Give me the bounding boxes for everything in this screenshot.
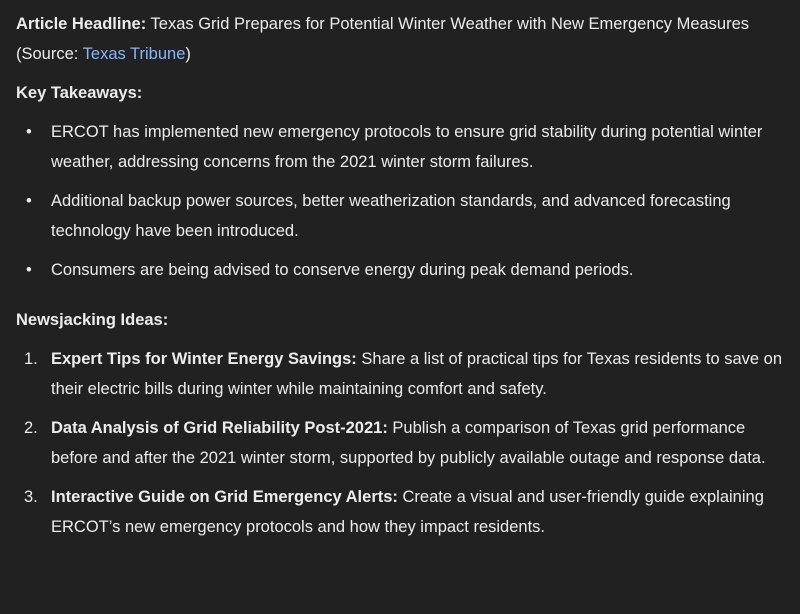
idea-text: Create a visual and user-friendly guide explaining ERCOT’s new emergency protocols and how they impact residents. bbox=[51, 488, 764, 536]
idea-text: Publish a comparison of Texas grid performance before and after the 2021 winter storm, supported by publicly available outage and response data. bbox=[51, 419, 766, 467]
source-link[interactable]: Texas Tribune bbox=[82, 45, 186, 63]
takeaway-text: Additional backup power sources, better weatherization standards, and advanced forecasting technology have been introduced. bbox=[51, 192, 731, 240]
takeaways-list bbox=[16, 117, 796, 285]
source-prefix: (Source: bbox=[16, 45, 83, 63]
list-item bbox=[16, 413, 796, 473]
takeaway-text: ERCOT has implemented new emergency protocols to ensure grid stability during potential winter weather, addressing concerns from the 2021 winter storm failures. bbox=[51, 123, 763, 171]
item-number: 1. bbox=[24, 350, 38, 368]
list-item bbox=[16, 186, 796, 246]
bullet-icon: • bbox=[26, 123, 32, 141]
headline-line bbox=[16, 9, 796, 39]
ideas-list bbox=[16, 344, 796, 542]
list-item bbox=[16, 482, 796, 542]
source-suffix: ) bbox=[185, 45, 191, 63]
list-item bbox=[16, 255, 796, 285]
bullet-icon: • bbox=[26, 192, 32, 210]
newsjacking-title: Newsjacking Ideas: bbox=[16, 311, 169, 329]
idea-heading: Data Analysis of Grid Reliability Post-2021: bbox=[51, 419, 388, 437]
item-number: 2. bbox=[24, 419, 38, 437]
list-item bbox=[16, 117, 796, 177]
headline-label: Article Headline: bbox=[16, 15, 147, 33]
headline-block bbox=[16, 9, 796, 69]
idea-heading: Interactive Guide on Grid Emergency Alerts: bbox=[51, 488, 398, 506]
item-number: 3. bbox=[24, 488, 38, 506]
headline-text: Texas Grid Prepares for Potential Winter Weather with New Emergency Measures bbox=[150, 15, 750, 33]
chat-message bbox=[16, 9, 796, 551]
idea-heading: Expert Tips for Winter Energy Savings: bbox=[51, 350, 357, 368]
takeaway-text: Consumers are being advised to conserve energy during peak demand periods. bbox=[51, 261, 634, 279]
idea-text: Share a list of practical tips for Texas residents to save on their electric bills during winter while maintaining comfort and safety. bbox=[51, 350, 783, 398]
source-line bbox=[16, 39, 796, 69]
takeaways-title: Key Takeaways: bbox=[16, 84, 143, 102]
bullet-icon: • bbox=[26, 261, 32, 279]
list-item bbox=[16, 344, 796, 404]
